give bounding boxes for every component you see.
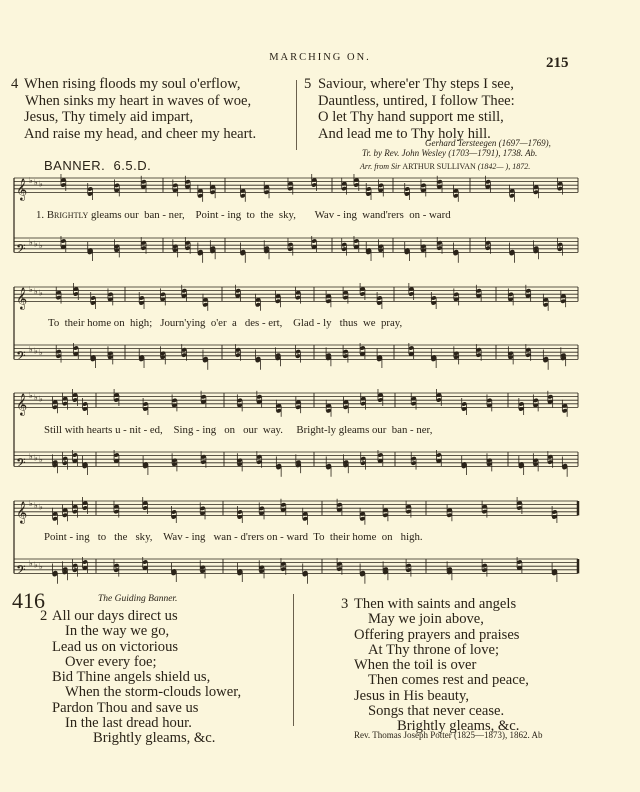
page-number: 215 — [546, 55, 569, 71]
verse-line: Brightly gleams, &c. — [397, 718, 520, 735]
verse-line: In the way we go, — [65, 623, 170, 640]
verse-line: Bid Thine angels shield us, — [52, 669, 211, 686]
verse-line: Then with saints and angels — [354, 596, 517, 612]
tune-meter: 6.5.D. — [113, 158, 152, 173]
flat-sign: ♭ — [39, 179, 43, 189]
lyric-line-4: Point - ing to the sky, Wav - ing wan - d'rers on - ward To their home on high. — [44, 531, 423, 543]
treble-clef: 𝄞 — [16, 287, 28, 310]
verse-line: And lead me to Thy holy hill. — [318, 125, 491, 142]
verse-line: Jesus, Thy timely aid impart, — [24, 109, 194, 126]
lyric-text: gleams our ban - ner, Point - ing to the sky, Wav - ing wand'rers on - ward — [88, 209, 451, 221]
verse-3 — [341, 596, 529, 735]
verse-line: Saviour, where'er Thy steps I see, — [318, 76, 514, 92]
column-divider — [293, 594, 294, 726]
verse-line: In the last dread hour. — [65, 715, 192, 732]
verse-line: May we join above, — [368, 611, 484, 628]
flat-sign: ♭ — [34, 453, 38, 463]
lyric-line-1 — [36, 209, 451, 221]
verse-line: Then comes rest and peace, — [368, 672, 529, 689]
translator-credit-1: Gerhard Tersteegen (1697—1769), — [425, 138, 551, 148]
flat-sign: ♭ — [34, 346, 38, 356]
verse-line: Over every foe; — [65, 653, 157, 670]
verse-number: 5 — [304, 76, 312, 92]
flat-sign: ♭ — [39, 288, 43, 298]
verse-line: O let Thy hand support me still, — [318, 109, 504, 126]
stanza-number: 1. — [36, 209, 45, 221]
verse-line: When the storm-clouds lower, — [65, 684, 242, 701]
verse-line: When sinks my heart in waves of woe, — [25, 92, 252, 109]
verse-number: 4 — [11, 76, 19, 92]
verse-line: Songs that never cease. — [368, 703, 505, 720]
treble-clef: 𝄞 — [16, 501, 28, 524]
hymn-tune-title: The Guiding Banner. — [98, 594, 178, 604]
bass-clef: 𝄢 — [16, 241, 26, 260]
running-title: MARCHING ON. — [269, 52, 371, 63]
bass-clef: 𝄢 — [16, 348, 26, 367]
bass-clef: 𝄢 — [16, 562, 26, 581]
arranger-prefix: Arr. from Sir — [360, 162, 401, 171]
verse-line: At Thy throne of love; — [368, 641, 500, 658]
verse-line: When rising floods my soul o'erflow, — [24, 76, 241, 92]
flat-sign: ♭ — [39, 348, 43, 358]
flat-sign: ♭ — [39, 562, 43, 572]
flat-sign: ♭ — [29, 344, 33, 354]
flat-sign: ♭ — [39, 455, 43, 465]
flat-sign: ♭ — [34, 177, 38, 187]
verse-line: Brightly gleams, &c. — [93, 730, 216, 747]
verse-line: And raise my head, and cheer my heart. — [24, 125, 257, 142]
flat-sign: ♭ — [34, 500, 38, 510]
flat-sign: ♭ — [29, 451, 33, 461]
hymn-number: 416 — [12, 588, 45, 613]
verse-line: Dauntless, untired, I follow Thee: — [318, 92, 515, 109]
tune-title: BANNER. — [44, 158, 106, 173]
verse-2 — [40, 608, 242, 747]
flat-sign: ♭ — [39, 502, 43, 512]
flat-sign: ♭ — [39, 394, 43, 404]
arranger-name: ARTHUR SULLIVAN — [402, 162, 476, 171]
verse-line: Lead us on victorious — [52, 638, 179, 655]
verse-line: Pardon Thou and save us — [52, 699, 199, 716]
flat-sign: ♭ — [29, 285, 33, 295]
treble-clef: 𝄞 — [16, 178, 28, 201]
translator-credit-2: Tr. by Rev. John Wesley (1703—1791), 1738. Ab. — [362, 148, 538, 158]
arranger-dates: (1842— ), 1872. — [477, 162, 531, 171]
flat-sign: ♭ — [34, 286, 38, 296]
lyric-line-2: To their home on high; Journ'ying o'er a des - ert, Glad - ly thus we pray, — [48, 317, 403, 329]
verse-line: All our days direct us — [52, 608, 178, 624]
verse-number: 2 — [40, 608, 48, 624]
author-credit: Rev. Thomas Joseph Potter (1825—1873), 1862. Ab — [354, 730, 543, 740]
flat-sign: ♭ — [29, 499, 33, 509]
verse-line: When the toil is over — [354, 657, 477, 674]
flat-sign: ♭ — [29, 237, 33, 247]
flat-sign: ♭ — [29, 391, 33, 401]
flat-sign: ♭ — [39, 241, 43, 251]
verse-line: Offering prayers and praises — [354, 626, 520, 643]
treble-clef: 𝄞 — [16, 393, 28, 416]
flat-sign: ♭ — [34, 239, 38, 249]
verse-number: 3 — [341, 596, 349, 612]
flat-sign: ♭ — [29, 558, 33, 568]
flat-sign: ♭ — [29, 176, 33, 186]
verse-line: Jesus in His beauty, — [354, 687, 469, 704]
bass-clef: 𝄢 — [16, 455, 26, 474]
lyric-first-word: Brightly — [46, 209, 89, 221]
lyric-line-3: Still with hearts u - nit - ed, Sing - ing on our way. Bright-ly gleams our ban - ner, — [44, 424, 433, 436]
flat-sign: ♭ — [34, 392, 38, 402]
flat-sign: ♭ — [34, 560, 38, 570]
